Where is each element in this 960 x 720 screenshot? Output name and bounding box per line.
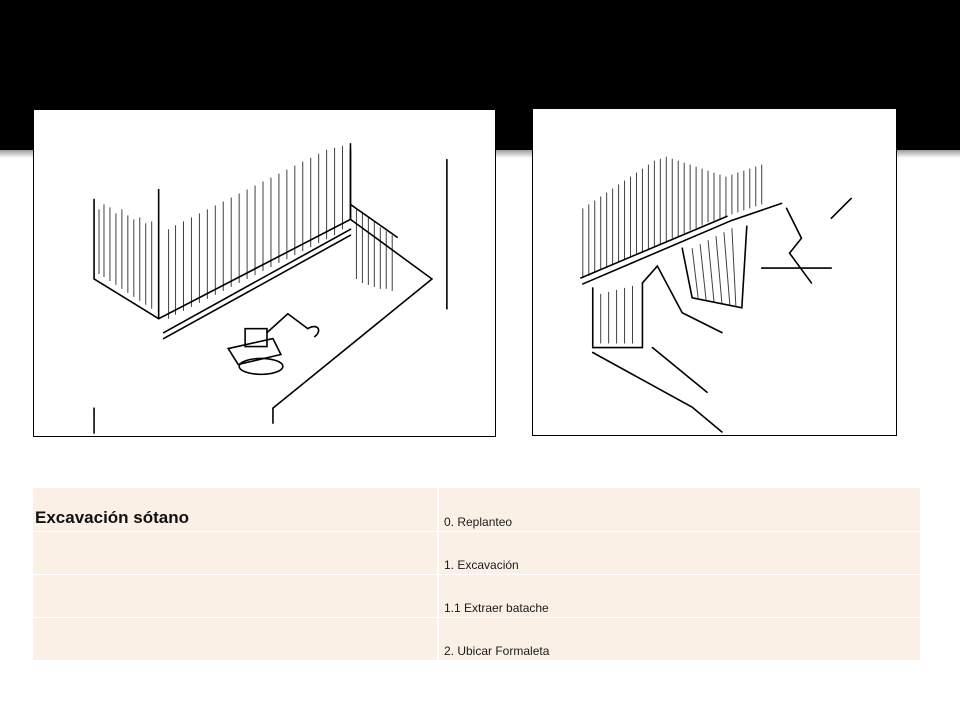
- step-label-ubicar-formaleta: 2. Ubicar Formaleta: [444, 644, 550, 658]
- step-label-replanteo: 0. Replanteo: [444, 515, 513, 529]
- empty-cell: [33, 532, 438, 575]
- table-row: [33, 532, 920, 575]
- empty-cell: [33, 575, 438, 618]
- excavator-drawing: [34, 110, 495, 436]
- empty-cell: [33, 618, 438, 661]
- section-cell: [33, 488, 438, 532]
- formwork-drawing: [533, 109, 896, 435]
- section-title: Excavación sótano: [35, 508, 190, 527]
- step-cell: [438, 488, 920, 532]
- table-row: [33, 618, 920, 661]
- table-row: [33, 488, 920, 532]
- formwork-sketch-image: [532, 108, 897, 436]
- table-row: [33, 575, 920, 618]
- excavation-sketch-image: [33, 109, 496, 437]
- step-cell: [438, 618, 920, 661]
- step-cell: [438, 575, 920, 618]
- step-label-extraer-batache: 1.1 Extraer batache: [444, 601, 549, 615]
- step-label-excavacion: 1. Excavación: [444, 558, 519, 572]
- step-cell: [438, 532, 920, 575]
- excavation-steps-table: [33, 488, 920, 661]
